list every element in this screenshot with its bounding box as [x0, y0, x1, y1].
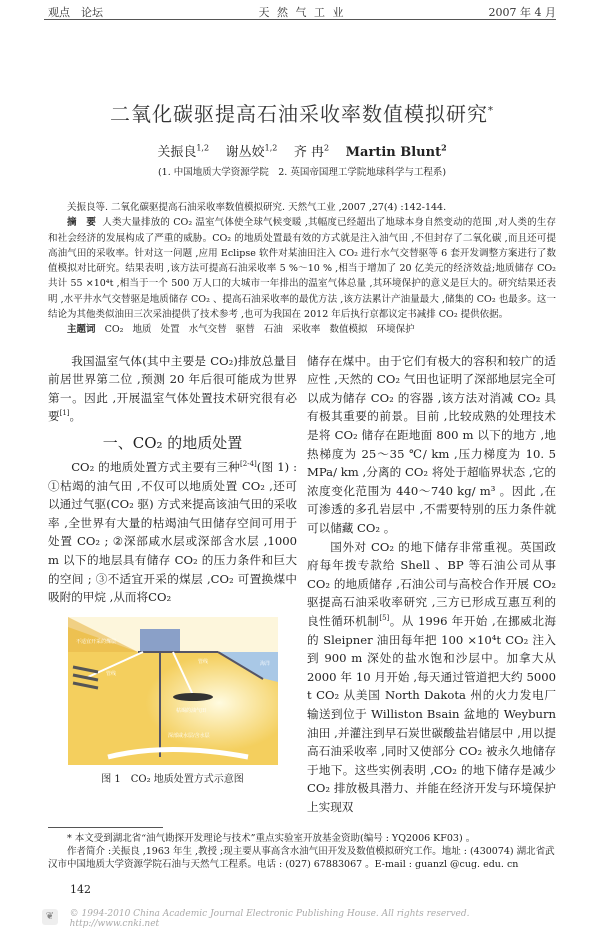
co2-disposal-diagram — [68, 617, 278, 765]
fig-label-field: 枯竭的油气田 — [175, 707, 206, 714]
author-list — [48, 141, 556, 160]
journal-name: 天 然 气 工 业 — [258, 6, 346, 19]
figure-caption: 图 1 CO₂ 地质处置方式示意图 — [101, 773, 244, 785]
keywords: 主题词 CO₂ 地质 处置 水气交替 驱替 石油 采收率 数值模拟 环境保护 — [67, 324, 415, 336]
figure-1 — [68, 617, 278, 765]
paragraph: 储存在煤中。由于它们有极大的容积和较广的适应性 ,天然的 CO₂ 气田也证明了深部地层完全可以成为储存 CO₂ 的容器 ,该方法对消减 CO₂ 具有极其重要的前景。目前 ,比较成熟的处理技术是将 CO₂ 储存在距地面 800 m 以下的地方 ,地热梯度为 25～35 ℃/ km ,压力梯度为 10. 5 MPa/ km ,分离的 CO₂ 将处于超临界状态 ,它的浓度变化范围为 440～740 kg/ m³ 。因此 ,在可渗透的多孔岩层中 ,不需要特别的压力条件就可以储藏 CO₂ 。 — [307, 353, 556, 536]
cnki-logo-icon: ❦ — [42, 909, 58, 925]
abstract-block — [48, 200, 556, 338]
page-title: 二氧化碳驱提高石油采收率数值模拟研究* — [110, 102, 494, 126]
author: 齐 冉$^2$ — [293, 143, 330, 160]
affiliations: (1. 中国地质大学资源学院 2. 英国帝国理工学院地球科学与工程系) — [157, 167, 447, 178]
left-column — [48, 352, 297, 787]
fig-label-coal: 不适宜开采的煤层 — [75, 638, 116, 645]
copyright: © 1994-2010 China Academic Journal Electronic Publishing House. All rights reserved. http://www.cnki.net — [69, 908, 479, 929]
page-number: 142 — [70, 882, 91, 896]
fig-label-pipe: 管线 — [105, 670, 116, 677]
citation: 关振良等. 二氧化碳驱提高石油采收率数值模拟研究. 天然气工业 ,2007 ,27(4) :142-144. — [67, 202, 447, 213]
issue-date: 2007 年 4 月 — [488, 6, 556, 19]
body-columns — [48, 352, 556, 817]
power-plant-icon — [140, 629, 180, 651]
footnotes — [48, 832, 556, 871]
author-bio: 作者简介 :关振良 ,1963 年生 ,教授 ;现主要从事高含水油气田开发及数值模拟研究工作。地址 : (430074) 湖北省武汉市中国地质大学资源学院石油与天然气工程系。电话 : (027) 67883067 。E-mail : guanzl @cug. edu. cn — [48, 845, 555, 870]
author: 关振良$^{1,2}$ — [157, 143, 210, 160]
intro-paragraph: 我国温室气体(其中主要是 CO₂)排放总量目前居世界第二位 ,预测 20 年后很可能成为世界第一。因此 ,开展温室气体处置技术研究很有必要[1]。 — [48, 353, 297, 424]
header-section: 观点 论坛 — [48, 6, 103, 19]
running-header — [48, 4, 556, 18]
footnote-rule — [48, 827, 163, 828]
section-heading: 一、CO₂ 的地质处置 — [102, 434, 243, 453]
paragraph: CO₂ 的地质处置方式主要有三种[2-4](图 1) : ①枯竭的油气田 ,不仅可以地质处置 CO₂ ,还可以通过气驱(CO₂ 驱) 方式来提高该油气田的采收率 ,全世界有大量的枯竭油气田储存空间可用于处置 CO₂ ; ②深部咸水层或深部含水层 ,1000 m 以下的地层具有储存 CO₂ 的压力条件和巨大的空间 ; ③不适宜开采的煤层 ,CO₂ 可置换煤中吸附的甲烷 ,从而将CO₂ — [48, 460, 298, 605]
fig-label-sea: 海洋 — [259, 660, 270, 667]
depleted-field-icon — [173, 693, 213, 701]
right-column — [307, 352, 556, 817]
author: 谢丛姣$^{1,2}$ — [225, 143, 278, 160]
funding-note: * 本文受到湖北省“油气勘探开发理论与技术”重点实验室开放基金资助(编号 : YQ2006 KF03) 。 — [67, 832, 476, 844]
fig-label-aquifer: 深部咸水层/含水层 — [167, 732, 210, 739]
author: Martin Blunt$^2$ — [345, 142, 447, 160]
paragraph: 国外对 CO₂ 的地下储存非常重视。英国政府每年拨专款给 Shell 、BP 等石油公司从事 CO₂ 的地质储存 ,石油公司与高校合作开展 CO₂ 驱提高石油采收率研究 ,三方已形成互惠互利的良性循环机制[5]。从 1996 年开始 ,在挪威北海的 Sleipner 油田每年把 100 ×10⁴t CO₂ 注入到 900 m 深处的盐水饱和沙层中。加拿大从 2000 年 10 月开始 ,每天通过管道把大约 5000 t CO₂ 从美国 North Dakota 州的火力发电厂输送到位于 Williston Bsain 盆地的 Weyburn 油田 ,并灌注到早石炭世碳酸盐岩储层中 ,用以提高石油采收率 ,同时又使部分 CO₂ 被永久地储存于地下。这些实例表明 ,CO₂ 的地下储存是减少 CO₂ 排放极具潜力、并能在经济开发与环境保护上实现双 — [307, 539, 556, 814]
fig-label-pipe: 管线 — [197, 658, 208, 665]
abstract: 摘 要 人类大量排放的 CO₂ 温室气体使全球气候变暖 ,其幅度已经超出了地球本身自然变动的范围 ,对人类的生存和社会经济的发展构成了严重的威胁。CO₂ 的地质处置最有效的方式就是注入油气田 ,不但封存了二氧化碳 ,而且还可提高油气田的采收率。针对这一问题 ,应用 Eclipse 软件对某油田注入 CO₂ 进行水气交替驱等 6 套开发调整方案进行了数值模拟对比研究。结果表明 ,该方法可提高石油采收率 5 %～10 % ,相当于增加了 20 亿美元的经济效益;地质储存 CO₂ 共计 55 ×10⁴t ,相当于一个 500 万人口的大城市一年排出的温室气体总量 ,其环境保护的意义是巨大的。研究结果还表明 ,水平井水气交替驱是地质储存 CO₂ 、提高石油采收率的最优方法 ,该方法累计产油量最大 ,储集的 CO₂ 也最多。这一结论为其他类似油田三次采油提供了技术参考 ,也可为我国在 2012 年后执行京都议定书减排 CO₂ 提供依据。 — [48, 217, 556, 321]
footer — [42, 906, 556, 929]
